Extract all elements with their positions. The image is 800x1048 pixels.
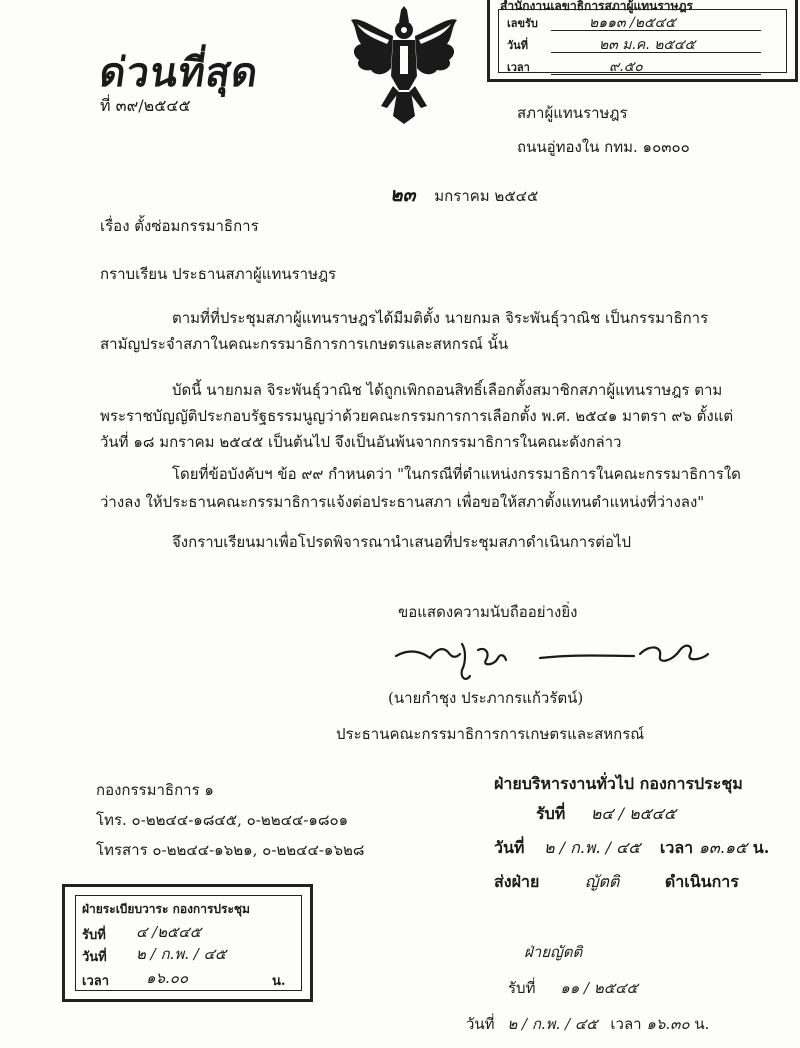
motions-number-label: รับที่ [508,979,536,997]
para3-line1: โดยที่ข้อบังคับฯ ข้อ ๙๙ กำหนดว่า "ในกรณีที่ตำแหน่งกรรมาธิการในคณะกรรมาธิการใด [172,465,741,483]
stamp-time-label: เวลา [507,61,530,74]
date-month-year: มกราคม ๒๕๔๕ [434,187,539,205]
motions-number [508,976,638,1000]
routing-send-label: ส่งฝ่าย [494,872,540,891]
routing-number [536,802,676,827]
motions-number-value: ๑๑ / ๒๕๔๕ [560,979,638,997]
contact-fax: โทรสาร ๐-๒๒๔๔-๑๖๒๑, ๐-๒๒๔๔-๑๖๒๘ [96,841,365,859]
routing-time-suffix: น. [752,838,770,857]
para2-line1: บัดนี้ นายกมล จิระพันธุ์วาณิช ได้ถูกเพิกถอนสิทธิ์เลือกตั้งสมาชิกสภาผู้แทนราษฎร ตาม [172,381,723,399]
urgency-heading: ด่วนที่สุด [96,49,262,96]
closing: ขอแสดงความนับถืออย่างยิ่ง [398,603,578,621]
signature [390,628,720,684]
stamp-time-value: ๙.๕๐ [609,59,643,75]
para2-line2: พระราชบัญญัติประกอบรัฐธรรมนูญว่าด้วยคณะกรรมการการเลือกตั้ง พ.ศ. ๒๕๔๑ มาตรา ๙๖ ตั้งแต่ [100,407,734,425]
stamp-title: สำนักงานเลขาธิการสภาผู้แทนราษฎร [500,0,693,13]
stamp-left-time-label: เวลา [82,974,110,989]
signer-title: ประธานคณะกรรมาธิการการเกษตรและสหกรณ์ [336,725,645,743]
routing-number-value: ๒๔ / ๒๕๔๕ [590,804,676,823]
routing-date [494,836,769,861]
contact-office: กองกรรมาธิการ ๑ [96,781,214,799]
stamp-date-value: ๒๓ ม.ค. ๒๕๔๕ [599,37,696,53]
address-line-2: ถนนอู่ทองใน กทม. ๑๐๓๐๐ [517,138,690,156]
document-date [390,180,538,210]
stamp-left-number-label: รับที่ [82,928,106,943]
routing-action-label: ดำเนินการ [664,872,739,891]
stamp-left-date-label: วันที่ [82,950,107,965]
stamp-left-time-value: ๑๖.๐๐ [146,969,189,987]
motions-date-value: ๒ / ก.พ. / ๔๕ [507,1015,598,1033]
signer-name: (นายกำชุง ประภากรแก้วรัตน์) [388,689,584,707]
routing-date-value: ๒ / ก.พ. / ๔๕ [544,838,641,857]
document-number: ที่ ๓๙/๒๕๔๕ [100,96,191,115]
motions-dept: ฝ่ายญัตติ [524,943,583,961]
routing-number-label: รับที่ [536,804,566,823]
para1-line2: สามัญประจำสภาในคณะกรรมาธิการการเกษตรและสหกรณ์ นั้น [100,335,509,353]
stamp-number-label: เลขรับ [507,17,538,30]
routing-time-label: เวลา [659,838,694,857]
address-line-1: สภาผู้แทนราษฎร [517,104,628,122]
stamp-number-value: ๒๑๑๓ /๒๕๔๕ [589,15,676,31]
receipt-stamp-agenda [62,884,313,1002]
date-day: ๒๓ [390,184,416,206]
para3-line2: ว่างลง ให้ประธานคณะกรรมาธิการแจ้งต่อประธานสภา เพื่อขอให้สภาตั้งแทนตำแหน่งที่ว่างลง" [100,493,705,511]
subject: เรื่อง ตั้งซ่อมกรรมาธิการ [100,217,259,235]
stamp-left-date-value: ๒ / ก.พ. / ๔๕ [136,945,227,963]
routing-time-value: ๑๓.๑๕ [698,838,748,857]
routing-send-value: ญัตติ [584,872,620,891]
routing-dept: ฝ่ายบริหารงานทั่วไป กองการประชุม [494,774,743,793]
garuda-emblem-icon [345,6,463,126]
motions-date-label: วันที่ [466,1015,495,1033]
para2-line3: วันที่ ๑๘ มกราคม ๒๕๔๕ เป็นต้นไป จึงเป็นอันพ้นจากกรรมาธิการในคณะดังกล่าว [100,433,622,451]
stamp-left-title: ฝ่ายระเบียบวาระ กองการประชุม [82,902,250,916]
para4: จึงกราบเรียนมาเพื่อโปรดพิจารณานำเสนอที่ประชุมสภาดำเนินการต่อไป [172,533,632,551]
motions-time-label: เวลา [610,1015,642,1033]
stamp-left-number-value: ๔ /๒๕๔๕ [136,923,202,941]
para1-line1: ตามที่ที่ประชุมสภาผู้แทนราษฎรได้มีมติตั้ง นายกมล จิระพันธุ์วาณิช เป็นกรรมาธิการ [172,309,709,327]
receipt-stamp-secretariat [487,0,798,82]
routing-date-label: วันที่ [494,838,525,857]
stamp-date-label: วันที่ [507,39,528,52]
stamp-left-time-suffix: น. [272,974,286,989]
routing-send [494,870,739,895]
motions-time-value: ๑๖.๓๐ [646,1015,690,1033]
motions-date [466,1012,709,1036]
contact-phone: โทร. ๐-๒๒๔๔-๑๘๔๕, ๐-๒๒๔๔-๑๘๐๑ [96,811,349,829]
motions-time-suffix: น. [694,1015,710,1033]
salutation: กราบเรียน ประธานสภาผู้แทนราษฎร [100,265,337,283]
